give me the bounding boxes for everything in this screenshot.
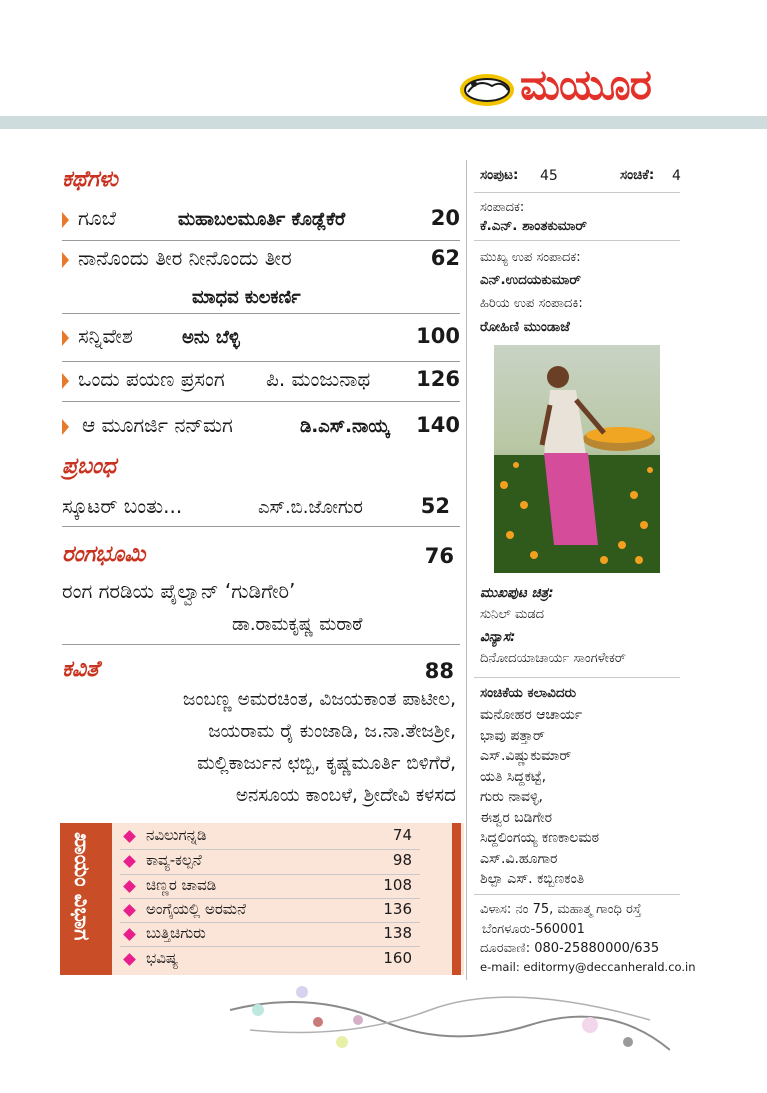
chief-sub-editor-label: ಮುಖ್ಯ ಉಪ ಸಂಪಾದಕ: [480, 250, 581, 265]
section-heading-stories: ಕಥೆಗಳು [62, 167, 118, 192]
story-title: ಗೂಬೆ [78, 206, 117, 230]
page-number: 20 [430, 206, 460, 230]
page-number: 140 [416, 413, 460, 437]
poet-line: ಜಂಬಣ್ಣ ಅಮರಚಿಂತ, ವಿಜಯಕಾಂತ ಪಾಟೀಲ, [182, 689, 456, 710]
page-number: 136 [383, 900, 412, 918]
regular-item-title: ಬುತ್ತಿಚಿಗುರು [146, 924, 206, 942]
divider [474, 894, 680, 895]
artist-name: ಯತಿ ಸಿದ್ದಕಟ್ಟೆ, [480, 768, 547, 785]
page-number: 160 [383, 949, 412, 967]
story-title: ನಾನೊಂದು ತೀರ ನೀನೊಂದು ತೀರ [78, 246, 292, 270]
story-title: ಒಂದು ಪಯಣ ಪ್ರಸಂಗ [78, 367, 225, 391]
artists-list [480, 705, 599, 890]
artist-name: ಗುರು ನಾವಳ್ಳಿ, [480, 789, 544, 805]
story-author: ಡಿ.ಎಸ್.ನಾಯ್ಕ [300, 416, 390, 437]
divider [120, 849, 420, 850]
theatre-title: ರಂಗ ಗರಡಿಯ ಪೈಲ್ವಾನ್ ‘ಗುಡಿಗೇರಿ’ [62, 579, 296, 603]
bullet-icon [62, 212, 69, 228]
poet-line: ಮಲ್ಲಿಕಾರ್ಜುನ ಛಬ್ಬಿ, ಕೃಷ್ಣಮೂರ್ತಿ ಬಿಳಿಗೆರೆ, [197, 753, 456, 774]
volume-number: 45 [540, 168, 558, 184]
divider [62, 240, 460, 241]
senior-sub-editor-label: ಹಿರಿಯ ಉಪ ಸಂಪಾದಕಿ: [480, 296, 583, 311]
bullet-icon [62, 252, 69, 268]
artist-name: ಸಿದ್ದಲಿಂಗಯ್ಯ ಕಣಕಾಲಮಠ [480, 830, 600, 846]
poet-line: ಅನಸೂಯ ಕಾಂಬಳೆ, ಶ್ರೀದೇವಿ ಕಳಸದ [235, 785, 456, 806]
chief-sub-editor-name: ಎನ್.ಉದಯಕುಮಾರ್ [480, 272, 581, 288]
divider [62, 644, 460, 645]
story-title: ಆ ಮೂಗರ್ಜಿ ನನ್‌ಮಗ [82, 413, 233, 437]
divider [120, 898, 420, 899]
regular-item-title: ನವಿಲುಗನ್ನಡಿ [146, 826, 207, 844]
story-title: ಸನ್ನಿವೇಶ [78, 324, 133, 348]
page-number: 88 [424, 659, 454, 683]
masthead-title: ಮಯೂರ [520, 60, 651, 109]
cover-artist: ಸುನಿಲ್ ಮಡದ [480, 607, 545, 622]
divider [120, 946, 420, 947]
divider [62, 401, 460, 402]
section-heading-poetry: ಕವಿತೆ [62, 657, 99, 682]
artist-name: ಎಸ್.ವಿ.ಹೂಗಾರ [480, 850, 558, 867]
page-number: 100 [416, 324, 460, 348]
page-number: 76 [424, 544, 454, 568]
essay-author: ಎಸ್.ಬಿ.ಜೋಗುರ [258, 497, 363, 518]
regular-item-title: ಅಂಗೈಯಲ್ಲಿ ಅರಮನೆ [146, 900, 247, 918]
volume-label: ಸಂಪುಟ: [480, 167, 519, 183]
page-number: 98 [392, 851, 412, 869]
page-number: 108 [383, 876, 412, 894]
divider [62, 361, 460, 362]
divider [62, 526, 460, 527]
regular-item-title: ಭವಿಷ್ಯ [146, 949, 179, 967]
divider [62, 313, 460, 314]
regular-item-title: ಚಿಣ್ಣರ ಚಾವಡಿ [146, 876, 217, 894]
decorative-swirl [230, 980, 670, 1060]
column-divider [466, 160, 467, 980]
story-author: ಪಿ. ಮಂಜುನಾಥ [266, 367, 371, 391]
poet-line: ಜಯರಾಮ ರೈ ಕುಂಜಾಡಿ, ಜ.ನಾ.ತೇಜಶ್ರೀ, [208, 721, 456, 742]
artists-heading: ಸಂಚಿಕೆಯ ಕಲಾವಿದರು [480, 685, 577, 701]
editor-name: ಕೆ.ಎನ್. ಶಾಂತಕುಮಾರ್ [480, 218, 587, 234]
page-number: 74 [392, 826, 412, 844]
page-number: 52 [420, 494, 450, 518]
cover-image [494, 345, 660, 573]
masthead-bar [0, 116, 767, 129]
story-author: ಅನು ಬೆಳ್ಳಿ [182, 327, 240, 348]
section-heading-theatre: ರಂಗಭೂಮಿ [62, 542, 146, 567]
senior-sub-editor-name: ರೋಹಿಣಿ ಮುಂಡಾಜೆ [480, 319, 570, 335]
divider [120, 922, 420, 923]
page-number: 138 [383, 924, 412, 942]
page-number: 126 [416, 367, 460, 391]
issue-label: ಸಂಚಿಕೆ: [620, 167, 655, 183]
regular-sections-edge [452, 823, 461, 975]
section-heading-essay: ಪ್ರಬಂಧ [62, 454, 116, 479]
issue-number: 4 [672, 168, 681, 184]
address: ವಿಳಾಸ: ನಂ 75, ಮಹಾತ್ಮ ಗಾಂಧಿ ರಸ್ತೆ [480, 902, 642, 917]
divider [474, 677, 680, 678]
bullet-icon [62, 330, 69, 346]
divider [120, 874, 420, 875]
cover-label: ಮುಖಪುಟ ಚಿತ್ರ: [480, 585, 554, 601]
divider [474, 192, 680, 193]
designer-name: ದಿನೋದಯಾಚಾರ್ಯ ಸಾಂಗಳೇಕರ್ [480, 651, 626, 666]
email: e-mail: editormy@deccanherald.co.in [480, 960, 696, 974]
story-author: ಮಹಾಬಲಮೂರ್ತಿ ಕೊಡ್ಲೆಕೆರೆ [178, 209, 346, 230]
phone: ದೂರವಾಣಿ: 080-25880000/635 [480, 941, 660, 956]
regular-sections-label: ಖಾಯಂ ವಿಭಾಗ [70, 832, 94, 941]
regular-sections-label-wrap [60, 828, 112, 968]
essay-title: ಸ್ಕೂಟರ್ ಬಂತು... [62, 494, 183, 518]
artist-name: ಎಸ್.ವಿಷ್ಣುಕುಮಾರ್ [480, 748, 572, 764]
regular-item-title: ಕಾವ್ಯ-ಕಲ್ಪನೆ [146, 851, 202, 869]
divider [474, 240, 680, 241]
design-label: ವಿನ್ಯಾಸ: [480, 629, 516, 645]
bullet-icon [62, 419, 69, 435]
artist-name: ಭಾವು ಪತ್ತಾರ್ [480, 727, 545, 744]
artist-name: ಈಶ್ವರ ಬಡಿಗೇರ [480, 809, 553, 826]
story-author: ಮಾಧವ ಕುಲಕರ್ಣಿ [192, 287, 301, 308]
logo-mark [458, 68, 516, 108]
city: ಬೆಂಗಳೂರು-560001 [482, 922, 585, 937]
artist-name: ಮನೋಹರ ಆಚಾರ್ಯ [480, 707, 583, 723]
editor-label: ಸಂಪಾದಕ: [480, 200, 525, 215]
artist-name: ಶಿಲ್ಪಾ ಎಸ್. ಕಬ್ಬಿಣಕಂತಿ [480, 871, 585, 887]
page-number: 62 [430, 246, 460, 270]
theatre-author: ಡಾ.ರಾಮಕೃಷ್ಣ ಮರಾಠೆ [232, 614, 363, 635]
bullet-icon [62, 373, 69, 389]
poet-list [100, 684, 456, 812]
